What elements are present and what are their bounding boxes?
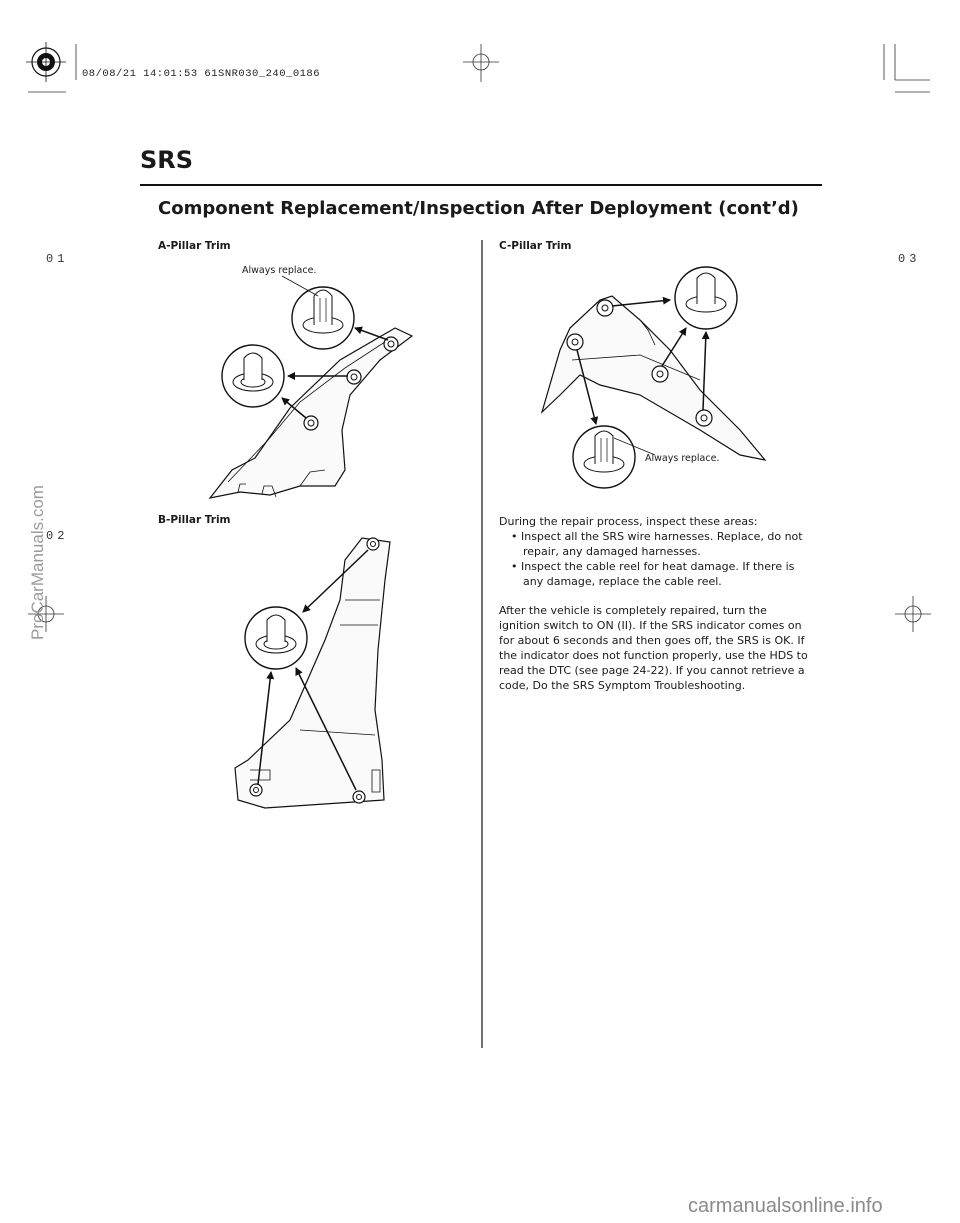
bottom-watermark: carmanualsonline.info [688,1195,883,1217]
a-pillar-callout: Always replace. [242,265,317,276]
margin-mark-03: 03 [898,252,921,266]
margin-mark-01: 01 [46,252,69,266]
clip-detail-icon [573,426,635,488]
inspection-bullet: • Inspect all the SRS wire harnesses. Replace, do not repair, any damaged harnesses. [511,530,803,558]
print-stamp: 08/08/21 14:01:53 61SNR030_240_0186 [82,68,321,80]
margin-mark-02: 02 [46,529,69,543]
section-title: SRS [140,146,194,174]
clip-detail-icon [675,267,737,329]
inspection-intro: During the repair process, inspect these areas: [499,515,758,528]
c-pillar-label: C-Pillar Trim [499,240,572,252]
c-pillar-callout: Always replace. [645,453,720,464]
inspection-bullet: • Inspect the cable reel for heat damage. If there is any damage, replace the cable reel. [511,560,795,588]
page-heading: Component Replacement/Inspection After Deployment (cont’d) [158,198,799,219]
inspection-text [499,514,811,693]
b-pillar-label: B-Pillar Trim [158,514,231,526]
post-repair-paragraph: After the vehicle is completely repaired, turn the ignition switch to ON (II). If the SRS indicator comes on for about 6 seconds and then goes off, the SRS is OK. If the indicator does not function properly, use the HDS to read the DTC (see page 24-22). If you cannot retrieve a code, Do the SRS Symptom Troubleshooting. [499,604,808,692]
side-watermark: ProCarManuals.com [28,485,47,640]
a-pillar-label: A-Pillar Trim [158,240,231,252]
